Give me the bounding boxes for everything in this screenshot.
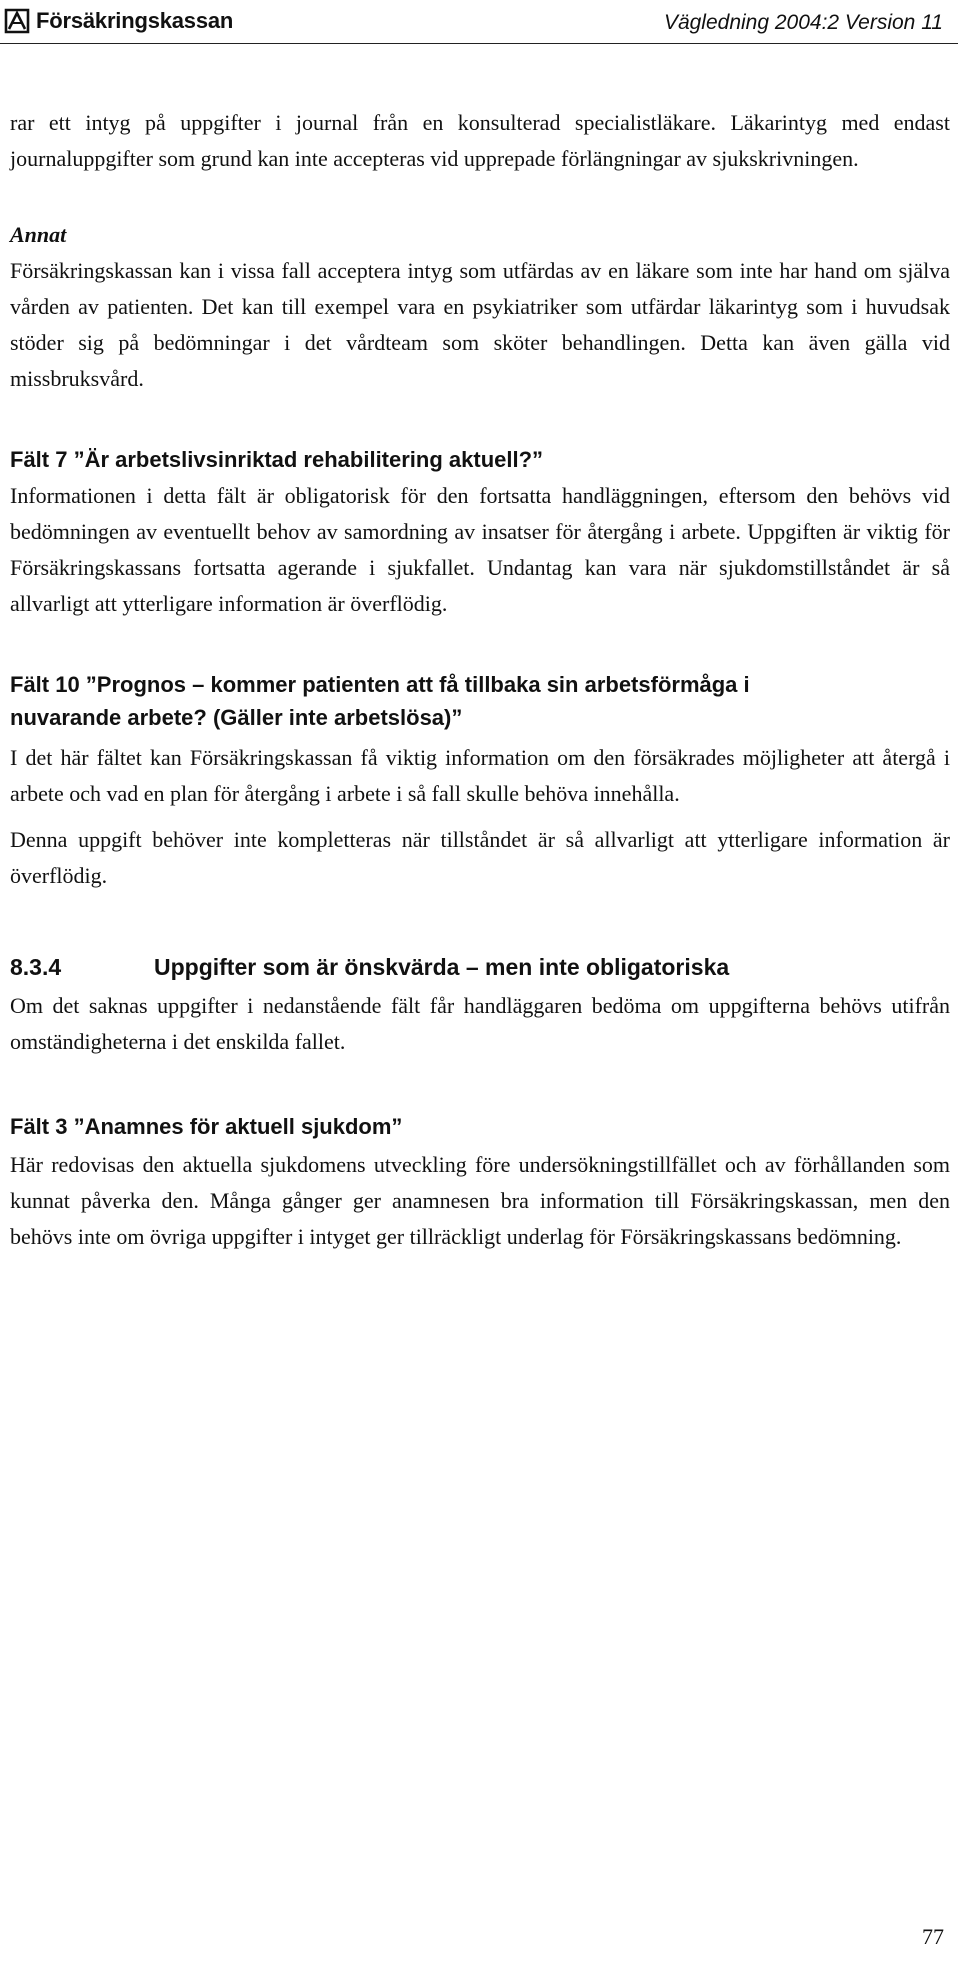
page-number: 77 bbox=[922, 1924, 944, 1949]
heading-falt-7: Fält 7 ”Är arbetslivsinriktad rehabilitering aktuell?” bbox=[10, 447, 544, 472]
section-title: Uppgifter som är önskvärda – men inte obligatoriska bbox=[154, 954, 730, 980]
paragraph-1: rar ett intyg på uppgifter i journal från en konsulterad specialistläkare. Läkarintyg med endast journaluppgifter som grund kan inte accepteras vid upprepade förlängningar av sjukskrivningen. bbox=[10, 110, 950, 171]
paragraph-4: I det här fältet kan Försäkringskassan få viktig information om den försäkrades möjligheter att återgå i arbete och vad en plan för återgång i arbete i så fall skulle behöva innehålla. bbox=[10, 745, 950, 806]
logo-mark-icon bbox=[4, 8, 30, 34]
page-header bbox=[0, 0, 960, 46]
page-content bbox=[10, 105, 950, 1255]
paragraph-7: Här redovisas den aktuella sjukdomens utveckling före undersökningstillfället och av förhållanden som kunnat påverka den. Många gånger ger anamnesen bra information till Försäkringskassan, men den behövs inte om övriga uppgifter i intyget ger tillräckligt underlag för Försäkringskassans bedömning. bbox=[10, 1152, 950, 1249]
logo-text: Försäkringskassan bbox=[36, 8, 234, 33]
paragraph-3: Informationen i detta fält är obligatorisk för den fortsatta handläggningen, eftersom den behövs vid bedömningen av eventuellt behov av samordning av insatser för återgång i arbete. Uppgiften är viktig för Försäkringskassans fortsatta agerande i sjukfallet. Undantag kan vara när sjukdomstillståndet är så allvarligt att ytterligare information är överflödig. bbox=[10, 483, 950, 616]
paragraph-5: Denna uppgift behöver inte kompletteras när tillståndet är så allvarligt att ytterligare information är överflödig. bbox=[10, 827, 950, 888]
logo bbox=[4, 8, 233, 34]
document-version: Vägledning 2004:2 Version 11 bbox=[663, 11, 943, 34]
paragraph-6: Om det saknas uppgifter i nedanstående fält får handläggaren bedöma om uppgifterna behövs utifrån omständigheterna i det enskilda fallet. bbox=[10, 993, 950, 1054]
heading-falt-3: Fält 3 ”Anamnes för aktuell sjukdom” bbox=[10, 1114, 403, 1139]
paragraph-2: Försäkringskassan kan i vissa fall acceptera intyg som utfärdas av en läkare som inte har hand om själva vården av patienten. Det kan till exempel vara en psykiatriker som utfärdar läkarintyg som i huvudsak stöder sig på bedömningar i det vårdteam som sköter behandlingen. Detta kan även gälla vid missbruksvård. bbox=[10, 258, 950, 391]
heading-falt-10: Fält 10 ”Prognos – kommer patienten att få tillbaka sin arbetsförmåga i nuvarande arbete? (Gäller inte arbetslösa)” bbox=[10, 672, 750, 730]
section-heading bbox=[10, 950, 950, 984]
heading-annat: Annat bbox=[10, 222, 67, 247]
section-number: 8.3.4 bbox=[10, 954, 62, 980]
header-rule bbox=[0, 43, 958, 44]
